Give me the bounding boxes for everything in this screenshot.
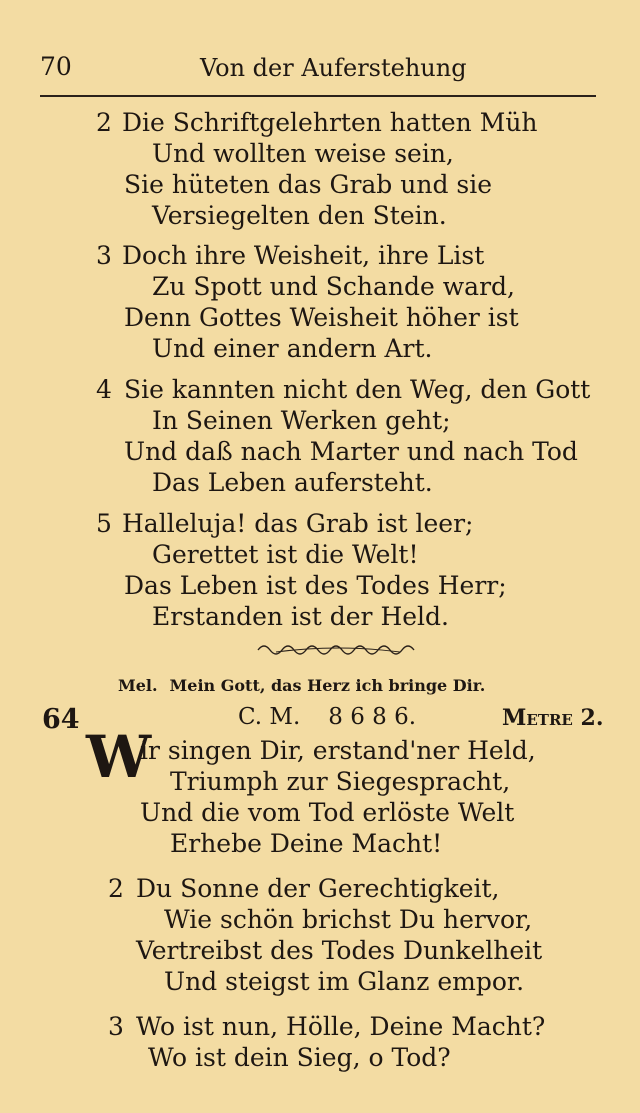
stanza-number: 2 (108, 874, 124, 903)
header-rule (40, 95, 596, 97)
verse-line: Erstanden ist der Held. (152, 602, 449, 631)
verse-line: Sie kannten nicht den Weg, den Gott (124, 375, 591, 404)
verse-line: Gerettet ist die Welt! (152, 540, 419, 569)
meter-digits: 8 6 8 6. (328, 704, 417, 730)
verse-line: Und einer andern Art. (152, 334, 433, 363)
verse-line: Die Schriftgelehrten hatten Müh (122, 108, 538, 137)
verse-line: Doch ihre Weisheit, ihre List (122, 241, 485, 270)
verse-line: Das Leben aufersteht. (152, 468, 433, 497)
verse-line: Und die vom Tod erlöste Welt (140, 798, 515, 827)
verse-line: Zu Spott und Schande ward, (152, 272, 515, 301)
verse-line: Triumph zur Siegespracht, (170, 767, 511, 796)
verse-line: ir singen Dir, erstand'ner Held, (140, 736, 536, 765)
verse-line: Und daß nach Marter und nach Tod (124, 437, 578, 466)
verse-line: Halleluja! das Grab ist leer; (122, 509, 474, 538)
verse-line: Und steigst im Glanz empor. (164, 967, 525, 996)
page-header (40, 48, 600, 88)
ornament-divider (256, 640, 420, 656)
page-number: 70 (40, 52, 72, 81)
hymn-number: 64 (42, 704, 80, 735)
verse-line: Vertreibst des Todes Dunkelheit (136, 936, 543, 965)
stanza-number: 2 (96, 108, 112, 137)
running-title: Von der Auferstehung (200, 54, 467, 82)
verse-line: Wo ist dein Sieg, o Tod? (148, 1043, 451, 1072)
verse-line: Sie hüteten das Grab und sie (124, 170, 493, 199)
drop-cap: W (86, 723, 152, 791)
meter-name: C. M. (238, 704, 301, 730)
meter (238, 704, 416, 730)
verse-line: Denn Gottes Weisheit höher ist (124, 303, 519, 332)
verse-line: Wo ist nun, Hölle, Deine Macht? (136, 1012, 546, 1041)
verse-line: Das Leben ist des Todes Herr; (124, 571, 507, 600)
melody-tune: Mein Gott, das Herz ich bringe Dir. (169, 676, 486, 695)
melody-label: Mel. (118, 676, 158, 695)
stanza-number: 5 (96, 509, 112, 538)
verse-line: In Seinen Werken geht; (152, 406, 451, 435)
verse-line: Du Sonne der Gerechtigkeit, (136, 874, 500, 903)
melody-line (118, 676, 485, 695)
stanza-number: 4 (96, 375, 112, 404)
stanza-number: 3 (108, 1012, 124, 1041)
verse-line: Erhebe Deine Macht! (170, 829, 443, 858)
metre-label: Metre 2. (502, 705, 604, 731)
verse-line: Versiegelten den Stein. (152, 201, 447, 230)
stanza-number: 3 (96, 241, 112, 270)
verse-line: Und wollten weise sein, (152, 139, 454, 168)
verse-line: Wie schön brichst Du hervor, (164, 905, 533, 934)
